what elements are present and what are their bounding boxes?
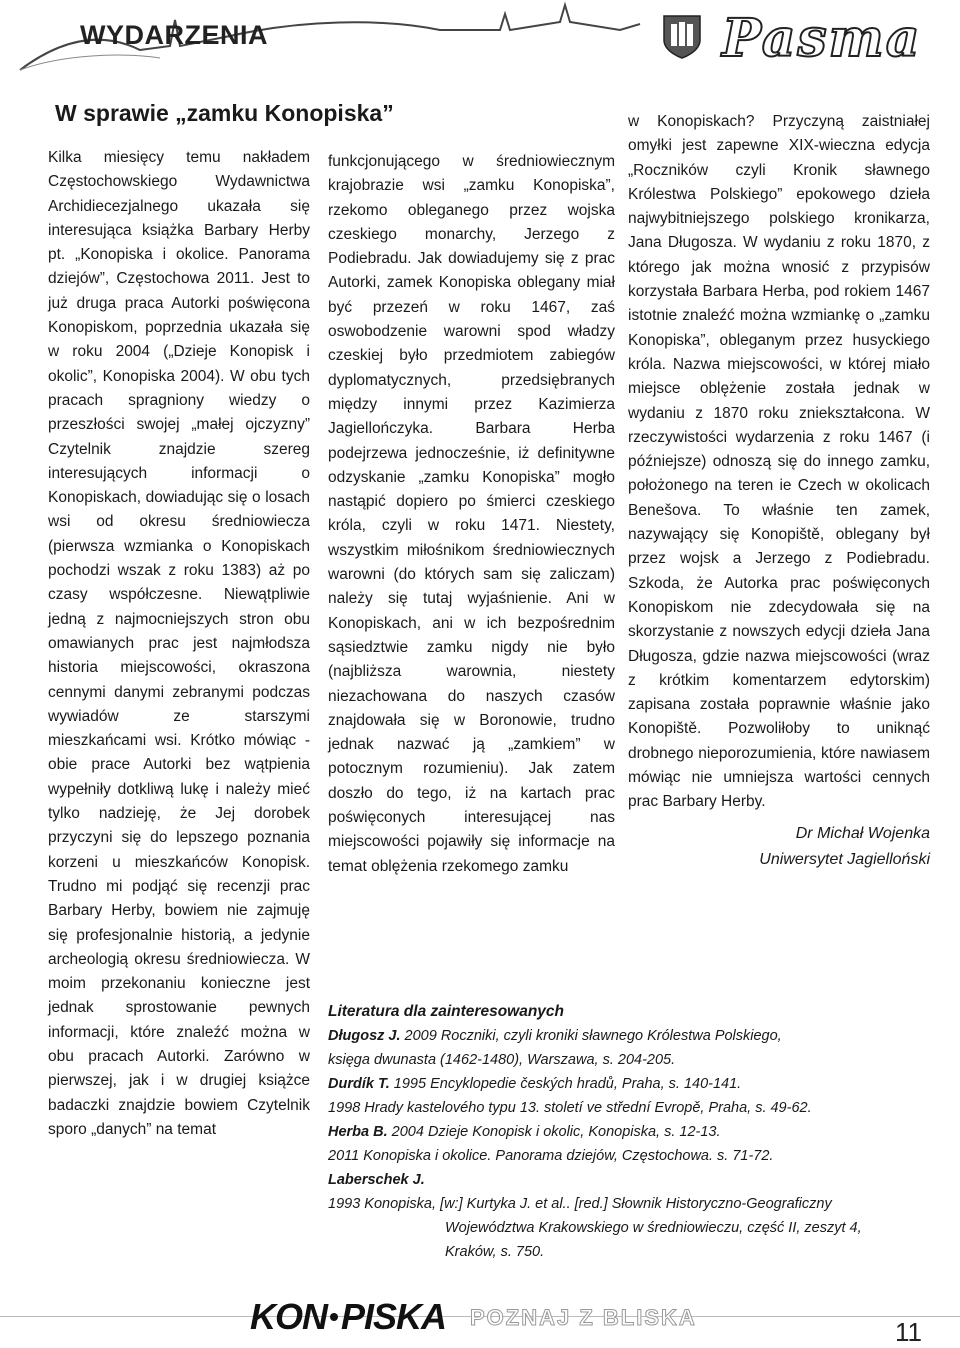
konopiska-logo: [250, 1296, 446, 1338]
literature-entry: księga dwunasta (1462-1480), Warszawa, s. 204-205.: [328, 1052, 676, 1068]
literature-entry-continuation: Kraków, s. 750.: [445, 1244, 545, 1260]
article-column-1: [48, 146, 310, 1142]
literature-entry: 2011 Konopiska i okolice. Panorama dziejów, Częstochowa. s. 71-72.: [328, 1148, 774, 1164]
page-number: 11: [895, 1317, 922, 1347]
literature-section: [328, 1000, 934, 1264]
article-column-2: [328, 150, 615, 879]
page-header: [0, 0, 960, 80]
logo-right-text: PISKA: [341, 1296, 447, 1337]
section-title: WYDARZENIA: [80, 20, 268, 50]
literature-entry: Długosz J. 2009 Roczniki, czyli kroniki sławnego Królestwa Polskiego,: [328, 1028, 782, 1044]
footer-tagline: POZNAJ Z BLISKA: [470, 1305, 697, 1330]
literature-entry: Durdík T. 1995 Encyklopedie českých hradů, Praha, s. 140-141.: [328, 1076, 742, 1092]
literature-entry: Herba B. 2004 Dzieje Konopisk i okolic, Konopiska, s. 12-13.: [328, 1124, 721, 1140]
author-name: Dr Michał Wojenka: [795, 824, 930, 842]
literature-entry: 1993 Konopiska, [w:] Kurtyka J. et al.. [red.] Słownik Historyczno-Geograficzny: [328, 1196, 832, 1212]
article-title: W sprawie „zamku Konopiska”: [55, 100, 394, 126]
literature-entry: Laberschek J.: [328, 1172, 425, 1188]
logo-dot-icon: [330, 1313, 338, 1321]
column-1-text: Kilka miesięcy temu nakładem Częstochowskiego Wydawnictwa Archidiecezjalnego ukazała się interesująca książka Barbary Herby pt. „Konopiska i okolice. Panorama dziejów”, Częstochowa 2011. Jest to już druga praca Autorki poświęcona Konopiskom, poprzednia ukazała się w roku 2004 („Dzieje Konopisk i okolic”, Konopiska 2004). W obu tych pracach spragniony wiedzy o przeszłości swojej „małej ojczyzny” Czytelnik znajdzie szereg interesujących informacji o Konopiskach, dowiadując się o losach wsi od okresu średniowiecza (pierwsza wzmianka o Konopiskach pochodzi wszak z roku 1383) aż po czasy współczesne. Niewątpliwie jedną z najmocniejszych stron obu omawianych prac jest najmłodsza historia miejscowości, okraszona cennymi danymi zebranymi podczas wywiadów ze starszymi mieszkańcami wsi. Krótko mówiąc - obie prace Autorki bez wątpienia wypełniły dotkliwą lukę i należy mieć tylko nadzieję, że Jej dorobek przyczyni się do lepszego poznania korzeni u mieszkańców Konopisk. Trudno mi podjąć się recenzji prac Barbary Herby, bowiem nie zajmuję się profesjonalnie historią, a jedynie archeologią okresu średniowiecza. W moim przekonaniu konieczne jest jednak sprostowanie pewnych informacji, które znaleźć można w obu pracach Autorki. Zarówno w pierwszej, jak i w drugiej książce badaczki znajdzie bowiem Czytelnik sporo „danych” na temat: [48, 149, 310, 1138]
logo-left-text: KON: [250, 1296, 327, 1337]
article-column-3: [628, 110, 930, 873]
literature-heading: Literatura dla zainteresowanych: [328, 1003, 565, 1020]
literature-entry-continuation: Województwa Krakowskiego w średniowieczu, część II, zeszyt 4,: [445, 1220, 862, 1236]
coat-of-arms-icon: [662, 14, 702, 60]
column-2-text: funkcjonującego w średniowiecznym krajobrazie wsi „zamku Konopiska”, rzekomo obleganego przez wojska czeskiego monarchy, Jerzego z Podiebradu. Jak dowiadujemy się z prac Autorki, zamek Konopiska oblegany miał być przezeń w roku 1467, zaś oswobodzenie warowni spod władzy czeskiej było przedmiotem zabiegów dyplomatycznych, przedsiębranych między innymi przez Kazimierza Jagiellończyka. Barbara Herba podejrzewa jednocześnie, iż definitywne odzyskanie „zamku Konopiska” mogło nastąpić dopiero po śmierci czeskiego króla, czyli w roku 1471. Niestety, wszystkim miłośnikom średniowiecznych warowni (do których sam się zaliczam) należy się tutaj wyjaśnienie. Ani w Konopiskach, ani w ich bezpośrednim sąsiedztwie zamku nigdy nie było (najbliższa warownia, niestety niezachowana do naszych czasów znajdowała się w Boronowie, trudno jednak nazwać ją „zamkiem” w potocznym rozumieniu). Jak zatem doszło do tego, iż na kartach prac poświęconych interesującej nas miejscowości pojawiły się informacje na temat oblężenia rzekomego zamku: [328, 153, 615, 875]
magazine-brand: Pasma: [722, 8, 922, 69]
column-3-text: w Konopiskach? Przyczyną zaistniałej omyłki jest zapewne XIX-wieczna edycja „Roczników czyli Kronik sławnego Królestwa Polskiego” epokowego dzieła najwybitniejszego polskiego kronikarza, Jana Długosza. W wydaniu z roku 1870, z którego jak można wnosić z przypisów korzystała Barbara Herba, pod rokiem 1467 istotnie znaleźć można wzmiankę o „zamku Konopiska”, obleganym przez husyckiego króla. Nazwa miejscowości, w której miało miejsce oblężenie została jednak w wydaniu z 1870 roku zniekształcona. W rzeczywistości wydarzenia z roku 1467 (i późniejsze) odnoszą się do innego zamku, położonego na teren ie Czech w okolicach Benešova. To właśnie ten zamek, nazywający się Konopiště, oblegany był przez wojsk a Jerzego z Podiebradu. Szkoda, że Autorka prac poświęconych Konopiskom nie zdecydowała się na skorzystanie z nowszych edycji dzieła Jana Długosza, gdzie nazwa miejscowości (wraz z krótkim komentarzem edytorskim) zapisana została poprawnie właśnie jako Konopiště. Pozwoliłoby to uniknąć drobnego nieporozumienia, które nawiasem mówiąc nie umniejsza wartości cennych prac Barbary Herby.: [628, 113, 930, 811]
author-affiliation: Uniwersytet Jagielloński: [759, 850, 930, 868]
literature-entry: 1998 Hrady kastelového typu 13. století ve střední Evropě, Praha, s. 49-62.: [328, 1100, 812, 1116]
